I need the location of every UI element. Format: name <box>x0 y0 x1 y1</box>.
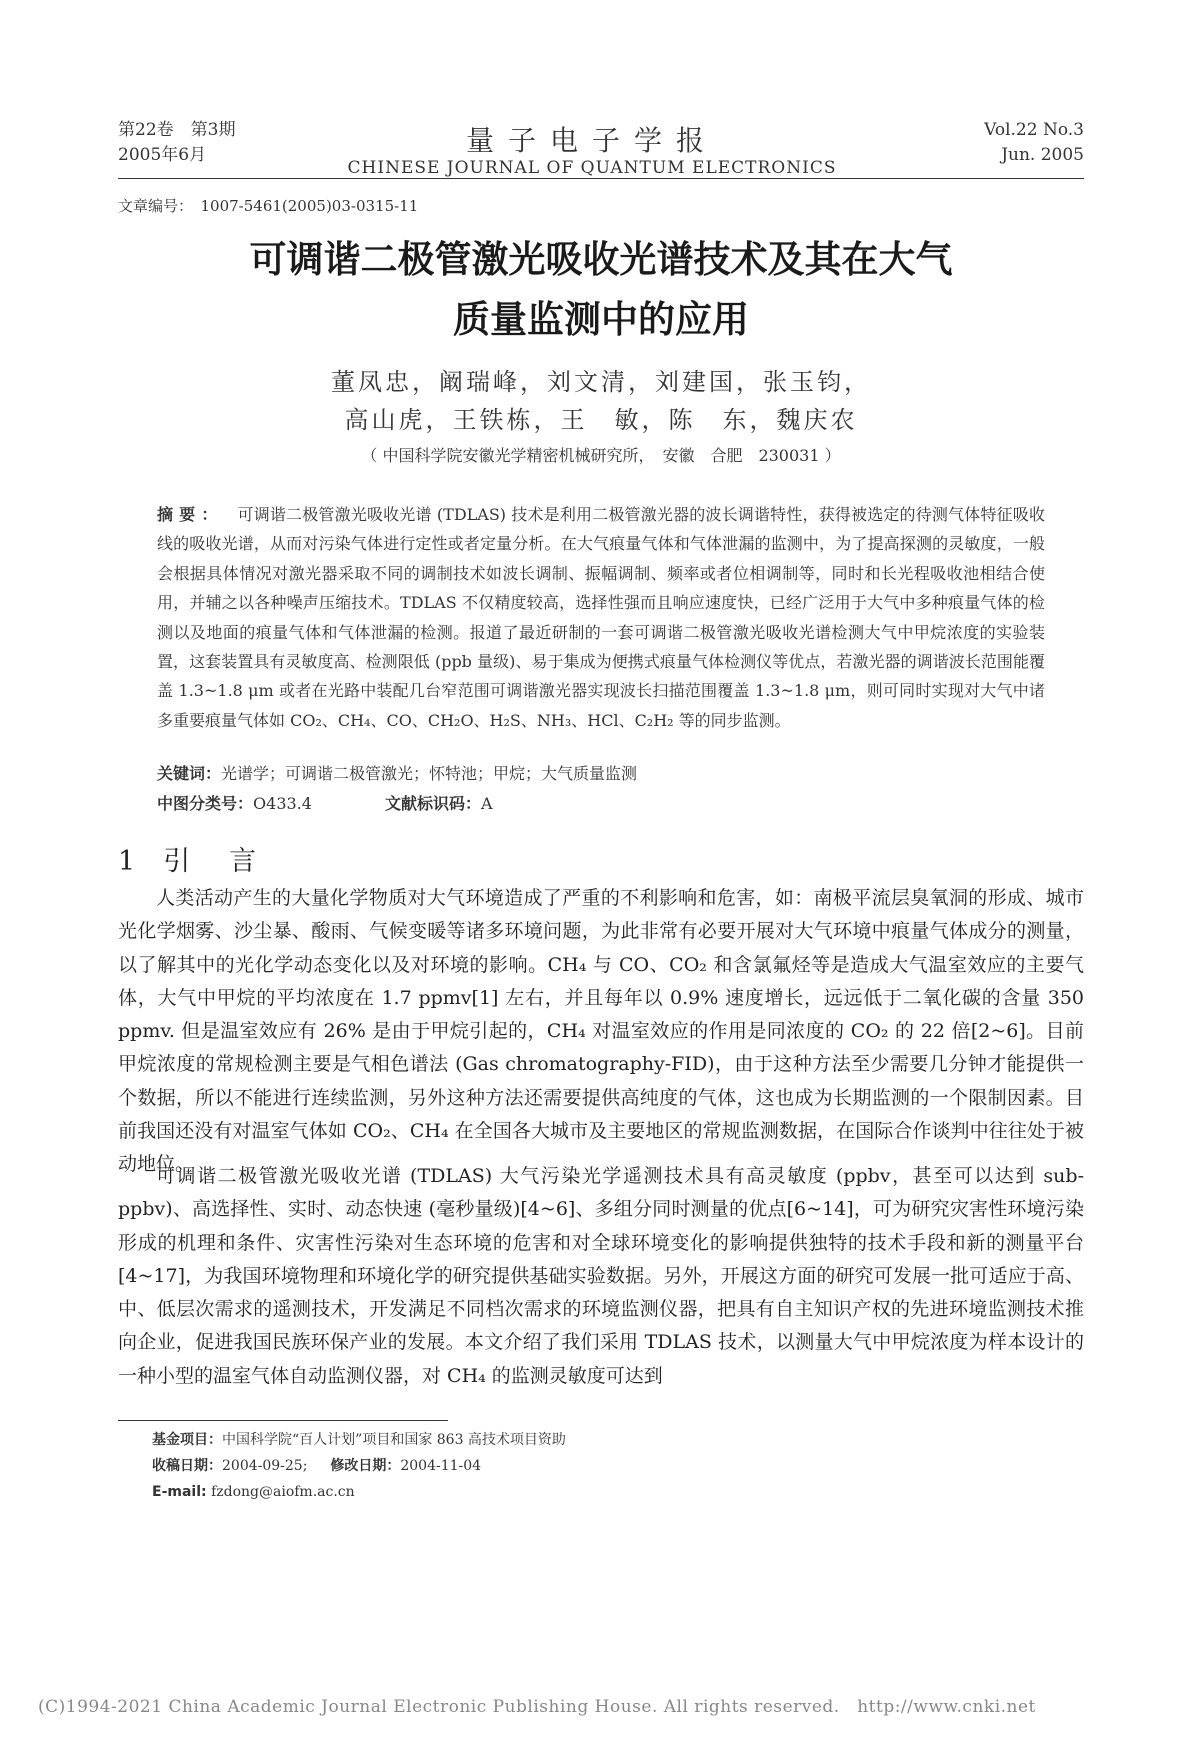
doc-code-value: A <box>481 794 493 813</box>
footnote-rule <box>118 1420 448 1421</box>
paper-title-line1: 可调谐二极管激光吸收光谱技术及其在大气 <box>249 238 953 281</box>
affiliation: （ 中国科学院安徽光学精密机械研究所， 安徽 合肥 230031 ） <box>361 446 841 465</box>
journal-title-en: CHINESE JOURNAL OF QUANTUM ELECTRONICS <box>347 158 837 178</box>
received-label: 收稿日期： <box>152 1458 222 1474</box>
abstract-label: 摘要： <box>157 505 224 524</box>
email-label: E-mail: <box>152 1484 207 1500</box>
volume-issue-en: Vol.22 No.3 <box>984 120 1084 140</box>
journal-title-cn: 量子电子学报 <box>465 124 718 157</box>
fund-label: 基金项目： <box>152 1432 222 1448</box>
authors-line1: 董凤忠，阚瑞峰，刘文清，刘建国，张玉钧， <box>331 368 871 396</box>
section-number: 1 <box>118 846 142 877</box>
clc-number <box>157 792 312 816</box>
clc-value: O433.4 <box>253 794 312 813</box>
date-en: Jun. 2005 <box>1001 145 1084 165</box>
email-address[interactable]: fzdong@aiofm.ac.cn <box>211 1484 355 1500</box>
keywords <box>157 762 637 786</box>
body-paragraph-1: 人类活动产生的大量化学物质对大气环境造成了严重的不利影响和危害，如：南极平流层臭氧洞的形成、城市光化学烟雾、沙尘暴、酸雨、气候变暖等诸多环境问题，为此非常有必要开展对大气环境中痕量气体成分的测量，以了解其中的光化学动态变化以及对环境的影响。CH₄ 与 CO、CO₂ 和含氯氟烃等是造成大气温室效应的主要气体，大气中甲烷的平均浓度在 1.7 ppmv[1] 左右，并且每年以 0.9% 速度增长，远远低于二氧化碳的含量 350 ppmv. 但是温室效应有 26% 是由于甲烷引起的，CH₄ 对温室效应的作用是同浓度的 CO₂ 的 22 倍[2~6]。目前甲烷浓度的常规检测主要是气相色谱法 (Gas chromatography-FID)，由于这种方法至少需要几分钟才能提供一个数据，所以不能进行连续监测，另外这种方法还需要提供高纯度的气体，这也成为长期监测的一个限制因素。目前我国还没有对温室气体如 CO₂、CH₄ 在全国各大城市及主要地区的常规监测数据，在国际合作谈判中往往处于被动地位。 <box>118 887 1084 1176</box>
article-number: 文章编号： 1007-5461(2005)03-0315-11 <box>118 197 419 215</box>
fund-note <box>152 1428 566 1452</box>
keywords-label: 关键词： <box>157 764 222 783</box>
date-note <box>152 1454 481 1478</box>
clc-label: 中图分类号： <box>157 794 254 813</box>
abstract-text: 可调谐二极管激光吸收光谱 (TDLAS) 技术是利用二极管激光器的波长调谐特性，获得被选定的待测气体特征吸收线的吸收光谱，从而对污染气体进行定性或者定量分析。在大气痕量气体和气体泄漏的监测中，为了提高探测的灵敏度，一般会根据具体情况对激光器采取不同的调制技术如波长调制、振幅调制、频率或者位相调制等，同时和长光程吸收池相结合使用，并辅之以各种噪声压缩技术。TDLAS 不仅精度较高，选择性强而且响应速度快，已经广泛用于大气中多种痕量气体的检测以及地面的痕量气体和气体泄漏的检测。报道了最近研制的一套可调谐二极管激光吸收光谱检测大气中甲烷浓度的实验装置，这套装置具有灵敏度高、检测限低 (ppb 量级)、易于集成为便携式痕量气体检测仪等优点，若激光器的调谐波长范围能覆盖 1.3~1.8 μm 或者在光路中装配几台窄范围可调谐激光器实现波长扫描范围覆盖 1.3~1.8 μm，则可同时实现对大气中诸多重要痕量气体如 CO₂、CH₄、CO、CH₂O、H₂S、NH₃、HCl、C₂H₂ 等的同步监测。 <box>157 505 1045 730</box>
body-paragraph-2: 可调谐二极管激光吸收光谱 (TDLAS) 大气污染光学遥测技术具有高灵敏度 (ppbv，甚至可以达到 sub-ppbv)、高选择性、实时、动态快速 (毫秒量级)[4~6]、多组分同时测量的优点[6~14]，可为研究灾害性环境污染形成的机理和条件、灾害性污染对生态环境的危害和对全球环境变化的影响提供独特的技术手段和新的测量平台[4~17]，为我国环境物理和环境化学的研究提供基础实验数据。另外，开展这方面的研究可发展一批可适应于高、中、低层次需求的遥测技术，开发满足不同档次需求的环境监测仪器，把具有自主知识产权的先进环境监测技术推向企业，促进我国民族环保产业的发展。本文介绍了我们采用 TDLAS 技术，以测量大气中甲烷浓度为样本设计的一种小型的温室气体自动监测仪器，对 CH₄ 的监测灵敏度可达到 <box>118 1165 1084 1387</box>
revised-label: 修改日期： <box>330 1458 401 1474</box>
email-note <box>152 1480 355 1504</box>
document-code <box>385 792 493 816</box>
fund-text: 中国科学院“百人计划”项目和国家 863 高技术项目资助 <box>222 1432 566 1448</box>
paper-title-line2: 质量监测中的应用 <box>453 298 749 341</box>
keywords-text: 光谱学；可调谐二极管激光；怀特池；甲烷；大气质量监测 <box>221 764 638 783</box>
doc-code-label: 文献标识码： <box>385 794 482 813</box>
section-heading <box>118 844 262 880</box>
abstract <box>157 500 1045 735</box>
revised-date: 2004-11-04 <box>400 1458 482 1474</box>
header-rule <box>118 178 1084 179</box>
date-cn: 2005年6月 <box>118 145 207 165</box>
section-title: 引 言 <box>163 846 263 877</box>
authors-line2: 高山虎，王铁栋，王 敏，陈 东，魏庆农 <box>344 406 858 434</box>
copyright-notice: (C)1994-2021 China Academic Journal Electronic Publishing House. All rights reserved. http://www.cnki.net <box>38 1697 1036 1717</box>
received-date: 2004-09-25; <box>222 1458 308 1474</box>
volume-issue-cn: 第22卷 第3期 <box>118 120 236 140</box>
